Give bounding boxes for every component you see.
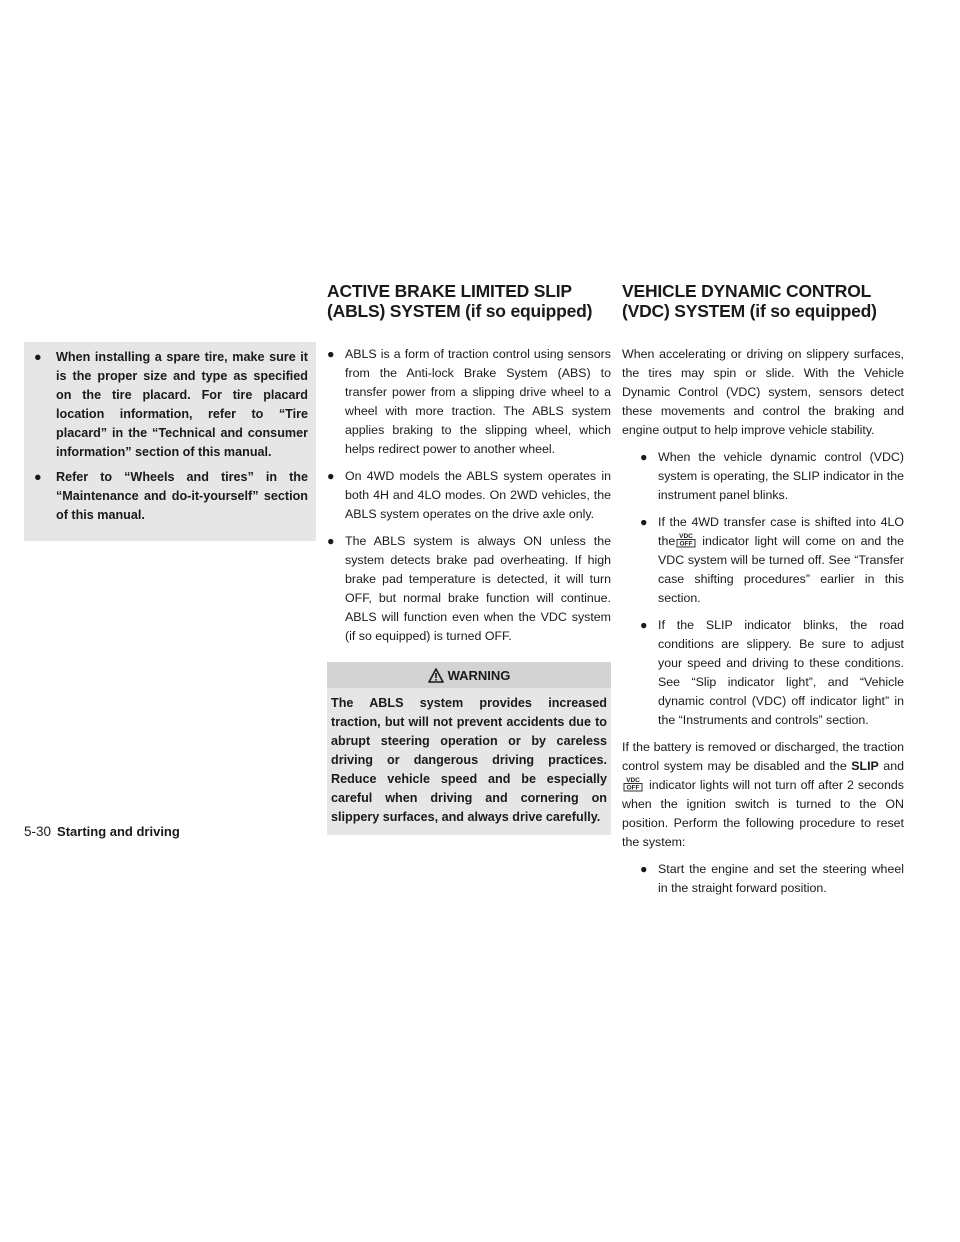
caution-item: ● Refer to “Wheels and tires” in the “Maintenance and do-it-yourself” section of this manual.	[34, 470, 308, 522]
caution-item: ● When installing a spare tire, make sure it is the proper size and type as specified on the tire placard. For tire placard location information, refer to “Tire placard” in the “Technical and consumer information” section of this manual.	[34, 350, 308, 459]
abls-item: ● ABLS is a form of traction control using sensors from the Anti-lock Brake System (ABS) to transfer power from a slipping drive wheel to a wheel with more traction. The ABLS system applies braking to the slipping wheel, which helps redirect power to another wheel.	[327, 347, 611, 456]
svg-text:VDC: VDC	[626, 777, 640, 784]
abls-item: ● The ABLS system is always ON unless the system detects brake pad overheating. If high brake pad temperature is detected, it will turn OFF, but normal brake function will continue. ABLS will function even when the VDC system (if so equipped) is turned OFF.	[327, 534, 611, 643]
vdc-off-icon	[676, 532, 696, 548]
section-name: Starting and driving	[57, 824, 180, 839]
vdc-item: ● Start the engine and set the steering wheel in the straight forward position.	[640, 862, 904, 895]
warning-box	[327, 662, 611, 835]
svg-text:OFF: OFF	[679, 540, 693, 548]
page-number: 5-30	[24, 824, 52, 839]
bullet-marker: ●	[327, 534, 335, 548]
vdc-item: ● If the 4WD transfer case is shifted into 4LO the VDC OFF indicator light will come on and the VDC system will be turned off. See “Transfer case shifting procedures” earlier in this section.	[640, 515, 904, 605]
caution-box	[24, 342, 316, 541]
vdc-intro: When accelerating or driving on slippery surfaces, the tires may spin or slide. With the Vehicle Dynamic Control (VDC) system, sensors detect these movements and control the braking and engine output to help improve vehicle stability.	[622, 347, 904, 437]
section-heading-vdc: VEHICLE DYNAMIC CONTROL (VDC) SYSTEM (if so equipped)	[622, 281, 877, 321]
vdc-column	[622, 345, 904, 906]
vdc-item: ● When the vehicle dynamic control (VDC) system is operating, the SLIP indicator in the instrument panel blinks.	[640, 450, 904, 502]
warning-title: WARNING	[447, 668, 511, 683]
vdc-off-icon	[623, 776, 643, 792]
warning-icon	[428, 668, 444, 683]
bullet-marker: ●	[640, 450, 648, 464]
vdc-reset-paragraph: If the battery is removed or discharged, the traction control system may be disabled and the SLIP and VDC OFF indicator lights will not turn off after 2 seconds when the ignition switch is turned to the ON position. Perform the following procedure to reset the system:	[622, 740, 904, 849]
svg-text:VDC: VDC	[679, 533, 694, 540]
bullet-marker: ●	[34, 350, 42, 364]
abls-item: ● On 4WD models the ABLS system operates in both 4H and 4LO modes. On 2WD vehicles, the ABLS system operates on the drive axle only.	[327, 469, 611, 521]
bullet-marker: ●	[640, 515, 648, 529]
page-footer	[24, 824, 180, 839]
abls-column	[327, 345, 611, 835]
warning-header	[327, 662, 611, 688]
bullet-marker: ●	[640, 618, 648, 632]
bullet-marker: ●	[34, 470, 42, 484]
warning-text: The ABLS system provides increased traction, but will not prevent accidents due to abrupt steering operation or by careless driving or dangerous driving practices. Reduce vehicle speed and be especially careful when driving and cornering on slippery surfaces, and always drive carefully.	[331, 696, 607, 824]
bullet-marker: ●	[327, 347, 335, 361]
bullet-marker: ●	[640, 862, 648, 876]
bullet-marker: ●	[327, 469, 335, 483]
vdc-item: ● If the SLIP indicator blinks, the road conditions are slippery. Be sure to adjust your speed and driving to these conditions. See “Slip indicator light”, and “Vehicle dynamic control (VDC) off indicator light” in the “Instruments and controls” section.	[640, 618, 904, 727]
section-heading-abls: ACTIVE BRAKE LIMITED SLIP (ABLS) SYSTEM (if so equipped)	[327, 281, 593, 321]
svg-text:OFF: OFF	[626, 784, 640, 792]
